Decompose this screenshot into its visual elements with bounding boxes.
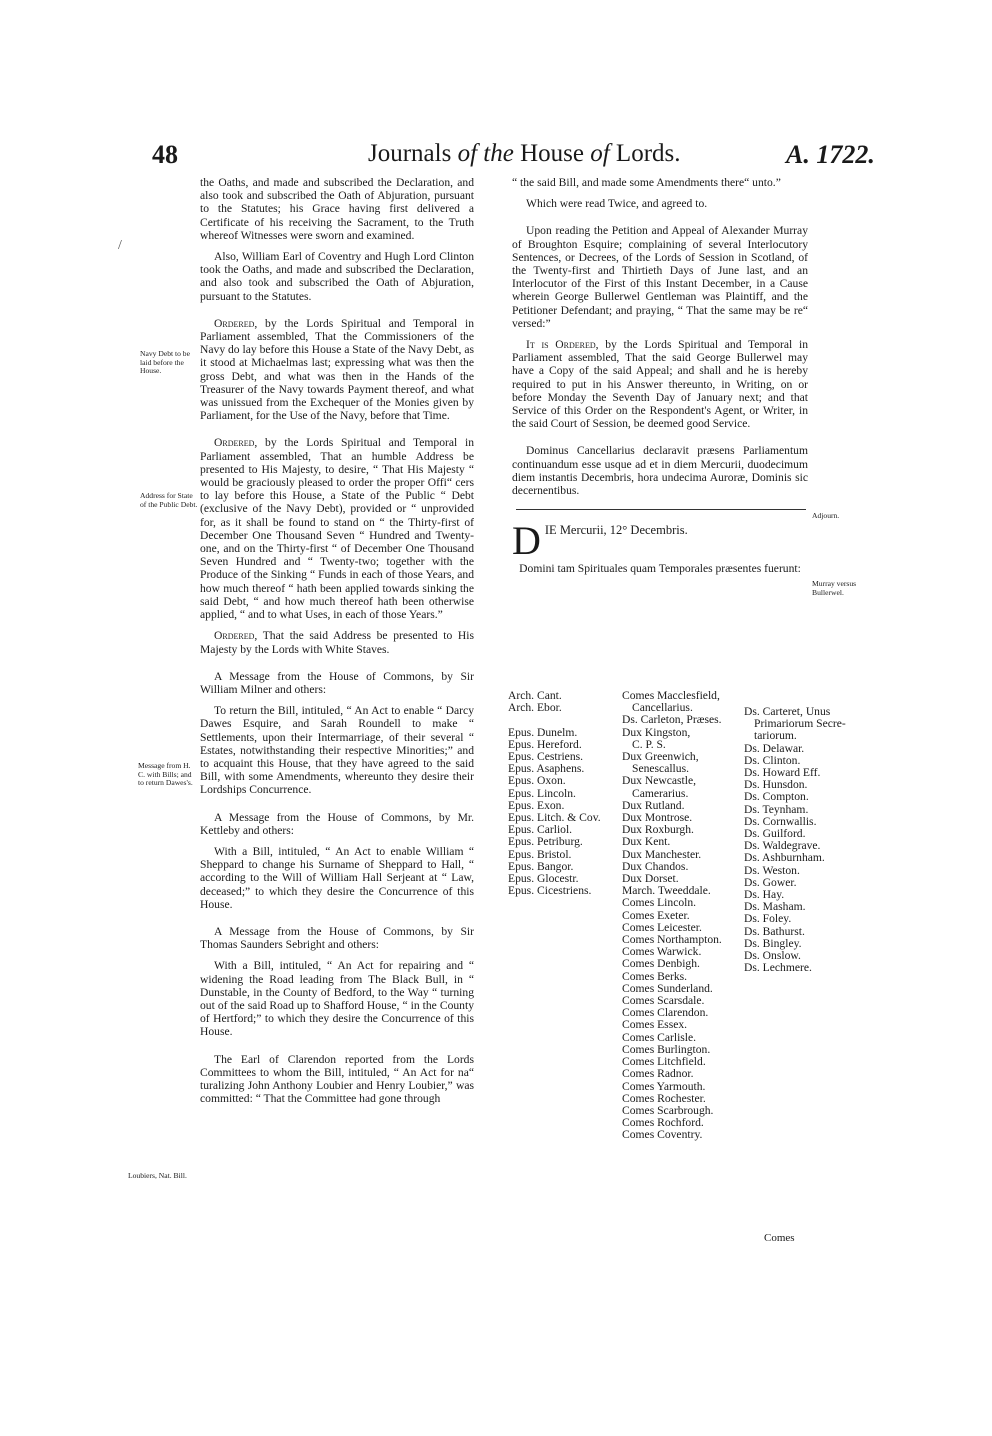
- paragraph: Ordered, That the said Address be presented to His Majesty by the Lords with White Staves.: [200, 629, 474, 656]
- lord-entry: Dux Manchester.: [622, 847, 702, 861]
- lord-entry: Epus. Asaphens.: [508, 762, 585, 776]
- margin-note-adjourn: Adjourn.: [812, 511, 840, 520]
- lord-entry: Comes Rochester.: [622, 1091, 706, 1105]
- lords-list-spiritual: [508, 690, 601, 897]
- lord-entry: Comes Burlington.: [622, 1042, 711, 1056]
- paragraph: The Earl of Clarendon reported from the Lords Committees to whom the Bill, intituled, “ An Act for na“ turalizing John Anthony Loubier and Henry Loubier,” was committed: “ That the Committee had gone through: [200, 1052, 474, 1106]
- lord-entry: Ds. Guilford.: [744, 827, 806, 841]
- lord-entry: Epus. Hereford.: [508, 737, 582, 751]
- lord-entry: Epus. Bristol.: [508, 847, 572, 861]
- paragraph: With a Bill, intituled, “ An Act to enable William “ Sheppard to change his Surname of Sheppard to Hall, “ according to the Will of William Hall Serjeant at “ Law, deceased;” to which they desire the Concurrence of this House.: [200, 844, 474, 911]
- lord-entry: Comes Exeter.: [622, 908, 690, 922]
- lord-entry: Dux Roxburgh.: [622, 823, 694, 837]
- running-title: Journals of the House of Lords.: [368, 140, 681, 167]
- paragraph: With a Bill, intituled, “ An Act for repairing and “ widening the Road leading from The Black Bull, in “ Dunstable, in the County of Bedford, to the Way “ turning out of the said Road up to Shafford House, “ in the County of Hertford;” to which they desire the Concurrence of this House.: [200, 959, 474, 1039]
- lord-entry: Epus. Cicestriens.: [508, 884, 592, 898]
- lord-entry: Epus. Lincoln.: [508, 786, 576, 800]
- margin-note-navy: Navy Debt to be laid before the House.: [140, 349, 190, 376]
- lord-entry: Comes Litchfield.: [622, 1055, 706, 1069]
- lord-entry: Comes Yarmouth.: [622, 1079, 706, 1093]
- catchword: Comes: [764, 1232, 795, 1244]
- paragraph: Ordered, by the Lords Spiritual and Temporal in Parliament assembled, That the Commissioners of the Navy do lay before this House a State of the Navy Debt, as it stood at Michaelmas last; expressing what was then the gross Debt, and what was then in the Hands of the Treasurer of the Navy towards Payment thereof, and what was unissued from the Exchequer of the Monies given by Parliament, for the Use of the Navy, before that Time.: [200, 316, 474, 423]
- paragraph: Dominus Cancellarius declaravit præsens Parliamentum continuandum esse usque ad et in diem Mercurii, duodecimum diem instantis Decembris, hora undecima Auroræ, Dominis sic decernentibus.: [512, 444, 808, 498]
- left-column: [200, 176, 474, 1105]
- margin-note-address: Address for State of the Public Debt.: [140, 491, 198, 509]
- paragraph: To return the Bill, intituled, “ An Act to enable “ Darcy Dawes Esquire, and Sarah Roundell to make “ Settlements, upon their Intermarriage, of their several “ Estates, notwithstanding their respective Minorities;” and to acquaint this House, that they have agreed to the said Bill, with some Amendments, whereunto they desire their Lordships Concurrence.: [200, 704, 474, 797]
- lord-entry: Comes Warwick.: [622, 945, 702, 959]
- lord-entry: Ds. Bathurst.: [744, 924, 805, 938]
- lord-entry: Comes Berks.: [622, 969, 688, 983]
- paragraph: Which were read Twice, and agreed to.: [526, 197, 708, 211]
- lord-entry: Ds. Delawar.: [744, 741, 805, 755]
- lord-entry: Epus. Oxon.: [508, 774, 566, 788]
- paragraph: It is Ordered, by the Lords Spiritual and Temporal in Parliament assembled, That the said George Bullerwel may have a Copy of the said Appeal; and shall and he is hereby required to put in his Answer thereunto, in Writing, on or before Monday the Seventh Day of January next; and that Service of this Order on the Respondent's Agent, or Writer, in the said Court of Session, be deemed good Service.: [512, 338, 808, 431]
- page-number: 48: [152, 140, 178, 169]
- lord-entry: Comes Denbigh.: [622, 957, 700, 971]
- present-heading: Domini tam Spirituales quam Temporales præsentes fuerunt:: [519, 562, 801, 576]
- paragraph: A Message from the House of Commons, by Sir Thomas Saunders Sebright and others:: [200, 924, 474, 952]
- margin-mark: /: [118, 238, 122, 253]
- lord-entry: Ds. Carleton, Præses.: [622, 713, 722, 727]
- lord-entry: Dux Montrose.: [622, 811, 693, 825]
- lord-entry: Arch. Ebor.: [508, 701, 562, 715]
- lord-entry: Epus. Exon.: [508, 798, 565, 812]
- lord-entry: [508, 714, 601, 726]
- paragraph: Also, William Earl of Coventry and Hugh Lord Clinton took the Oaths, and made and subscribed the Declaration, and also took and subscribed the Oath of Abjuration, pursuant to the Statutes.: [200, 250, 474, 303]
- lord-entry: Comes Coventry.: [622, 1128, 703, 1142]
- lord-entry: Comes Radnor.: [622, 1067, 694, 1081]
- lords-list-temporal: [622, 690, 722, 1142]
- lord-entry: Cancellarius.: [632, 701, 693, 715]
- section-rule: [516, 509, 806, 510]
- lord-entry: Comes Lincoln.: [622, 896, 697, 910]
- lord-entry: Ds. Waldegrave.: [744, 839, 821, 853]
- lord-entry: Comes Essex.: [622, 1018, 688, 1032]
- lord-entry: Ds. Hunsdon.: [744, 778, 808, 792]
- lord-entry: Arch. Cant.: [508, 689, 562, 702]
- lord-entry: Ds. Lechmere.: [744, 961, 812, 975]
- lord-entry: Ds. Ashburnham.: [744, 851, 825, 865]
- lord-entry: Comes Sunderland.: [622, 981, 713, 995]
- lord-entry: Epus. Litch. & Cov.: [508, 811, 601, 825]
- lord-entry: Dux Kingston,: [622, 725, 691, 739]
- lord-entry: Comes Northampton.: [622, 933, 722, 947]
- year: A. 1722.: [786, 140, 875, 169]
- paragraph: the Oaths, and made and subscribed the Declaration, and also took and subscribed the Oath of Abjuration, pursuant to the Statutes; his Grace having first delivered a Certificate of his receiving the Sacrament, to the Truth whereof Witnesses were sworn and examined.: [200, 176, 474, 242]
- lord-entry: Comes Scarbrough.: [622, 1103, 714, 1117]
- lord-entry: Dux Kent.: [622, 835, 671, 849]
- lord-entry: Ds. Compton.: [744, 790, 809, 804]
- lord-entry: Ds. Carteret, Unus: [744, 705, 831, 718]
- lord-entry: Dux Newcastle,: [622, 774, 697, 788]
- paragraph: Ordered, by the Lords Spiritual and Temporal in Parliament assembled, That an humble Address be presented to His Majesty, to desire, “ That His Majesty “ would be graciously pleased to order the proper Offi“ cers to lay before this House, a State of the Public “ Debt (exclusive of the Navy Debt), provided or “ unprovided for, as it shall be found to stand on “ the Thirty-first of December One Thousand Seven “ Hundred and Twenty-one, and on the Thirty-first “ of December One Thousand Seven Hundred and “ Twenty-two; together with the Produce of the Sinking “ Funds in each of those Years, and how much thereof “ hath been applied towards sinking the said Debt, “ and how much thereof hath been otherwise applied, “ and to what Uses, in each of those Years.”: [200, 436, 474, 622]
- lord-entry: Dux Chandos.: [622, 859, 689, 873]
- lord-entry: Epus. Glocestr.: [508, 872, 579, 886]
- lord-entry: March. Tweeddale.: [622, 884, 711, 898]
- lord-entry: Epus. Cestriens.: [508, 750, 584, 764]
- lord-entry: Ds. Onslow.: [744, 949, 801, 963]
- lord-entry: Comes Carlisle.: [622, 1030, 697, 1044]
- lord-entry: Comes Rochford.: [622, 1116, 704, 1130]
- lord-entry: Ds. Weston.: [744, 863, 800, 877]
- lord-entry: Epus. Petriburg.: [508, 835, 583, 849]
- paragraph: “ the said Bill, and made some Amendments there“ unto.”: [512, 176, 781, 189]
- lords-list-barons: [744, 706, 846, 974]
- lord-entry: Senescallus.: [632, 762, 689, 776]
- lord-entry: Epus. Dunelm.: [508, 725, 578, 739]
- lord-entry: Ds. Clinton.: [744, 753, 801, 767]
- lord-entry: Ds. Teynham.: [744, 802, 809, 816]
- lord-entry: Ds. Foley.: [744, 912, 792, 926]
- lord-entry: Dux Dorset.: [622, 872, 679, 886]
- lord-entry: Ds. Cornwallis.: [744, 814, 817, 828]
- paragraph: Upon reading the Petition and Appeal of Alexander Murray of Broughton Esquire; complaining of several Interlocutory Sentences, or Decrees, of the Lords of Session in Scotland, of the Twenty-first and Thirtieth Days of June last, and an Interlocutor of the First of this Instant December, in a Cause wherein George Bullerwel Gentleman was Plaintiff, and the Petitioner Defendant; and praying, “ That the same may be re“ versed:”: [512, 224, 808, 330]
- right-column: [512, 176, 808, 575]
- margin-note-message: Message from H. C. with Bills; and to return Dawes's.: [138, 761, 193, 788]
- paragraph: A Message from the House of Commons, by Sir William Milner and others:: [200, 669, 474, 696]
- lord-entry: Primariorum Secre-: [754, 717, 846, 731]
- lord-entry: C. P. S.: [632, 737, 666, 751]
- lord-entry: tariorum.: [754, 729, 797, 743]
- lord-entry: Dux Rutland.: [622, 798, 685, 812]
- day-heading: DIE Mercurii, 12° Decembris.: [512, 518, 688, 564]
- lord-entry: Ds. Gower.: [744, 875, 797, 889]
- lord-entry: Camerarius.: [632, 786, 689, 800]
- lord-entry: Comes Scarsdale.: [622, 994, 705, 1008]
- lord-entry: Ds. Bingley.: [744, 936, 802, 950]
- lord-entry: Dux Greenwich,: [622, 750, 699, 764]
- lord-entry: Ds. Hay.: [744, 888, 785, 902]
- lord-entry: Epus. Bangor.: [508, 859, 574, 873]
- lord-entry: Ds. Howard Eff.: [744, 766, 821, 780]
- lord-entry: Ds. Masham.: [744, 900, 806, 914]
- lord-entry: Epus. Carliol.: [508, 823, 573, 837]
- lord-entry: Comes Macclesfield,: [622, 689, 720, 702]
- lord-entry: Comes Leicester.: [622, 920, 702, 934]
- margin-note-murray: Murray versus Bullerwel.: [812, 579, 857, 597]
- margin-note-loubier: Loubiers, Nat. Bill.: [128, 1171, 187, 1180]
- lord-entry: Comes Clarendon.: [622, 1006, 709, 1020]
- paragraph: A Message from the House of Commons, by Mr. Kettleby and others:: [200, 810, 474, 837]
